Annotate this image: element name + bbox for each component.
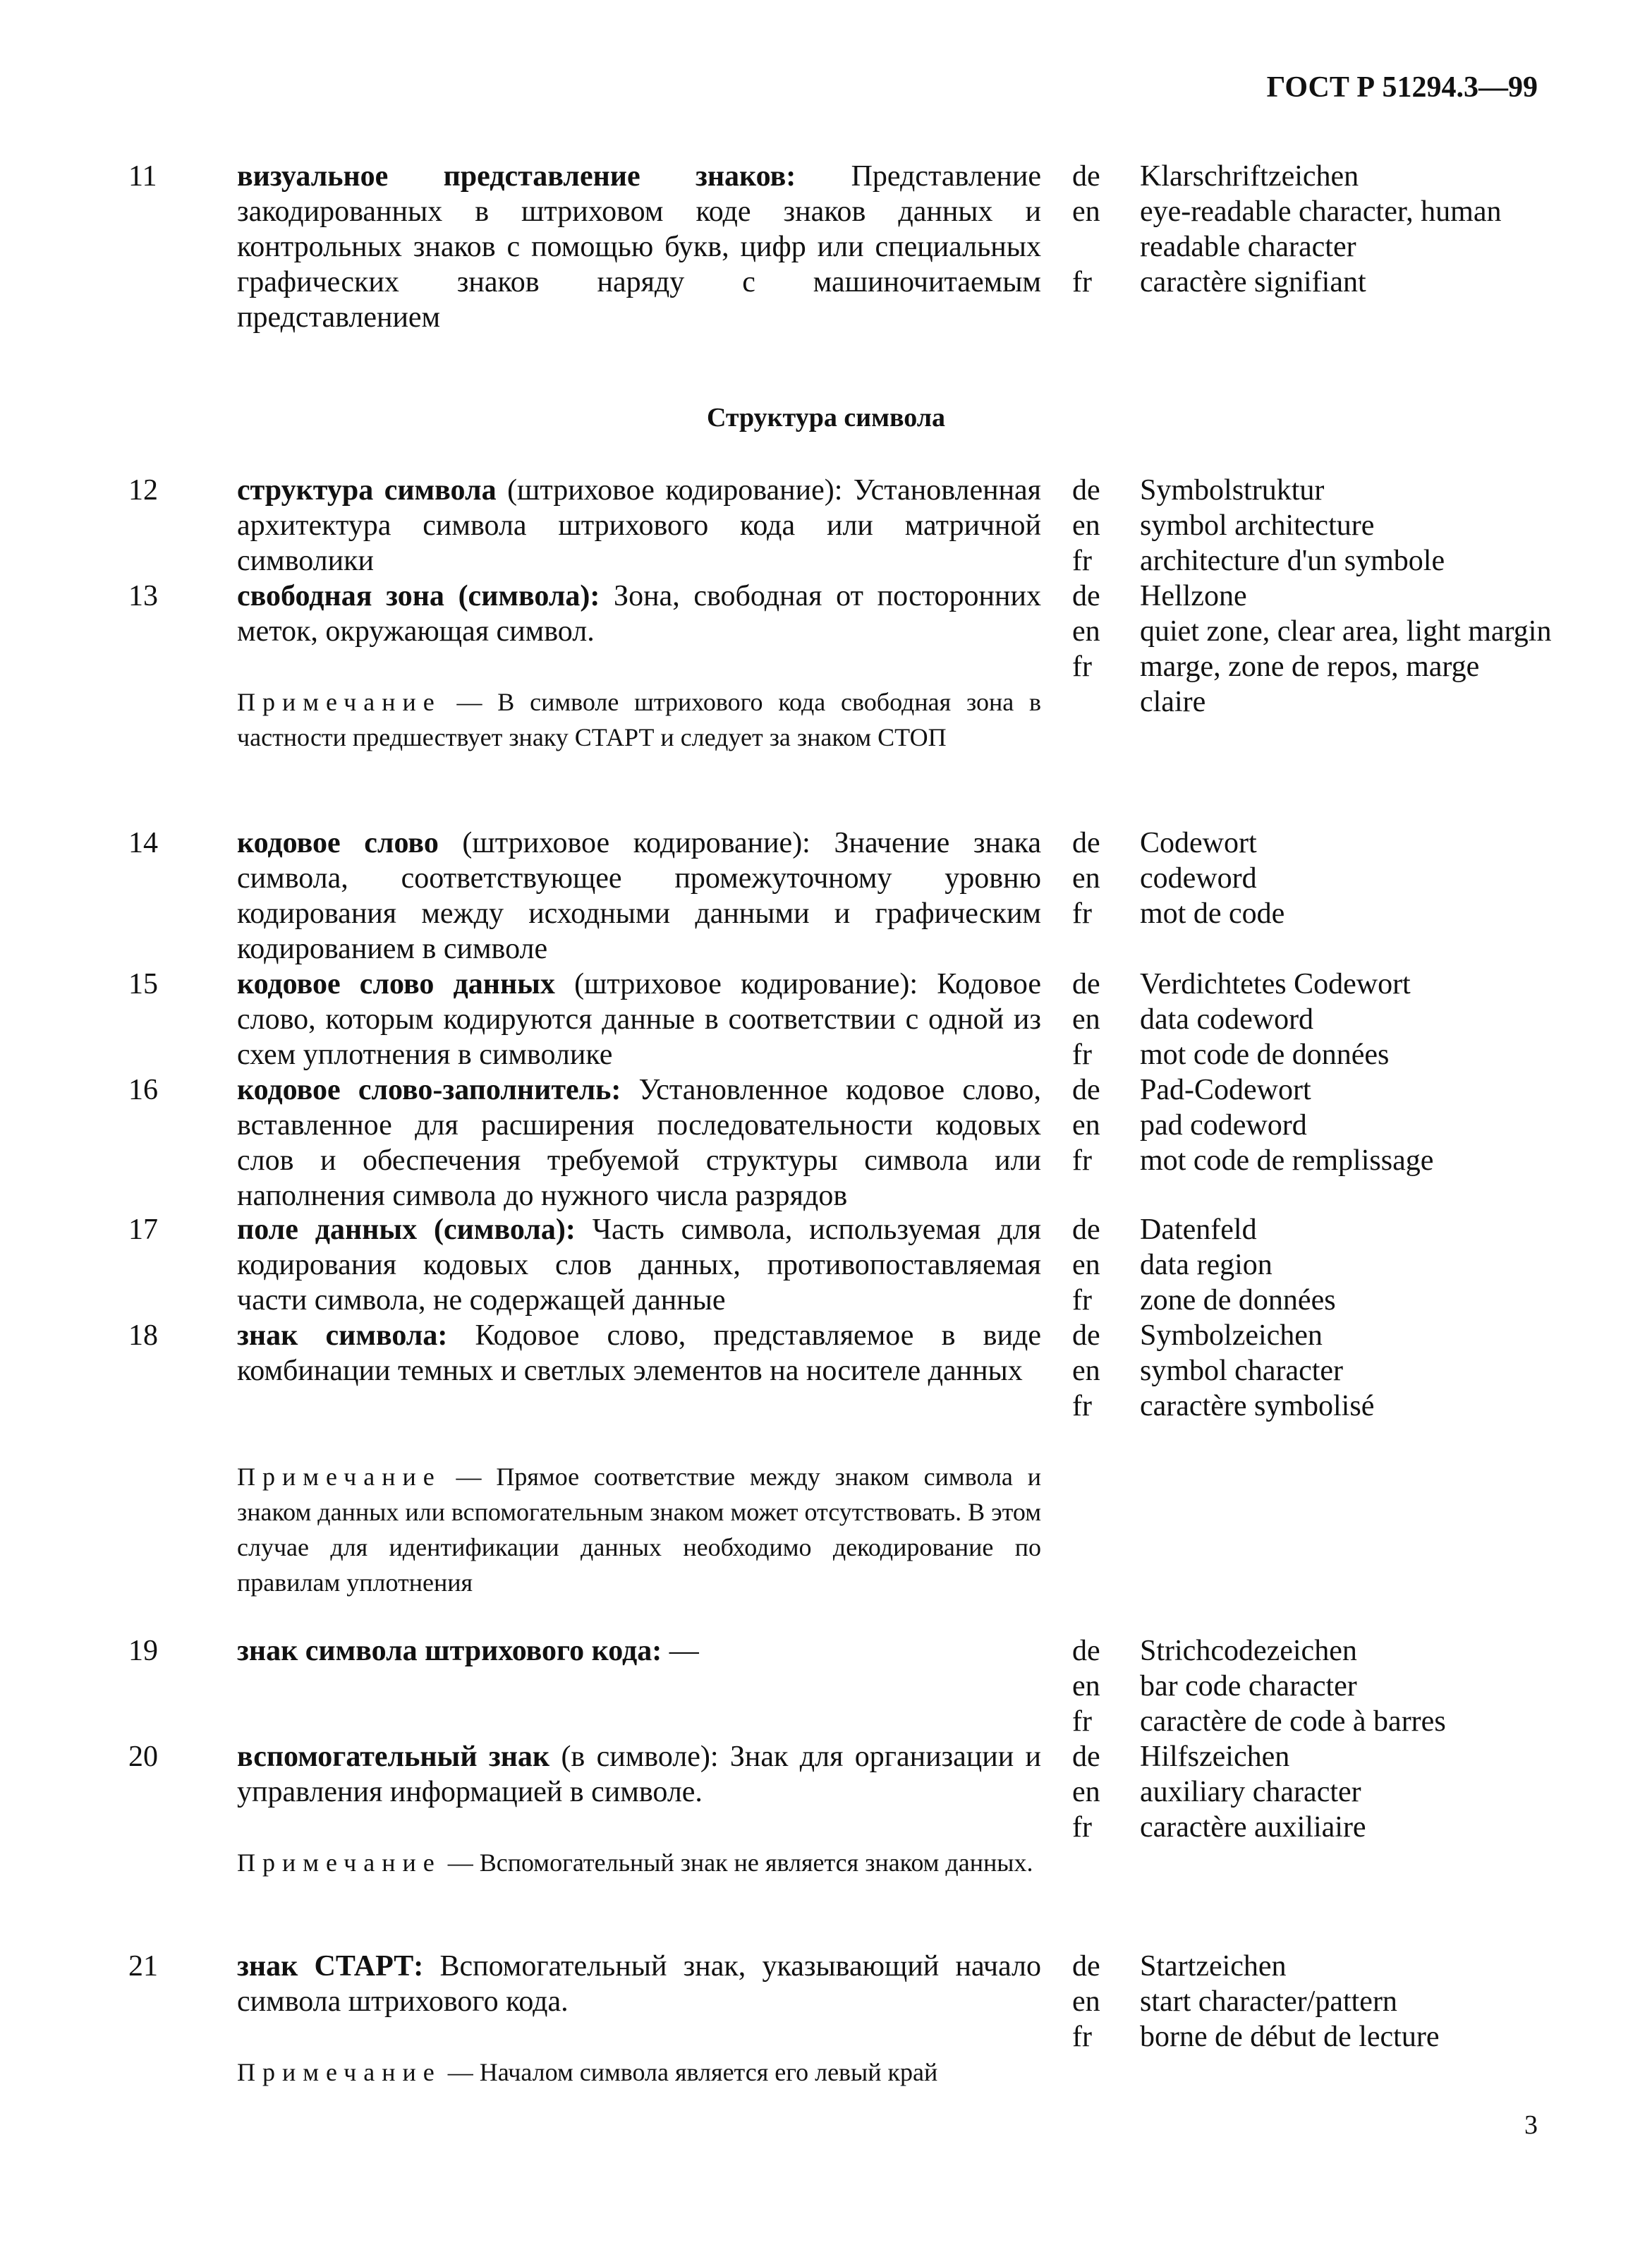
lang-term: Klarschriftzeichen: [1140, 160, 1359, 193]
lang-code: en: [1072, 1776, 1100, 1808]
entry-text: Часть символа, используемая для кодирования кодовых слов данных, противопоставляемая части символа, не содержащей данные: [237, 1214, 1041, 1317]
entry-term: свободная зона (символа):: [237, 580, 600, 612]
entry-definition: [237, 579, 1041, 649]
entry-note: [237, 2055, 1041, 2090]
page-number: 3: [1524, 2110, 1538, 2140]
lang-term: quiet zone, clear area, light margin: [1140, 615, 1552, 648]
lang-row-en: [1072, 614, 1552, 649]
entry-term: кодовое слово данных: [237, 968, 555, 1000]
lang-row-fr: [1072, 1704, 1552, 1739]
lang-code: en: [1072, 1003, 1100, 1036]
lang-row-en: [1072, 194, 1552, 265]
lang-term: Strichcodezeichen: [1140, 1635, 1357, 1667]
lang-code: de: [1072, 160, 1100, 193]
entry-definition: [237, 1318, 1041, 1388]
entry-translations: [1072, 1318, 1552, 1424]
lang-term: start character/pattern: [1140, 1985, 1397, 2018]
lang-code: en: [1072, 1249, 1100, 1281]
entry-text: —: [662, 1635, 699, 1667]
entry-note: [237, 1459, 1041, 1600]
lang-term: architecture d'un symbole: [1140, 545, 1445, 577]
entry-text: Кодовое слово, которым кодируются данные в соответствии с одной из схем уплотнения в символике: [237, 968, 1041, 1071]
lang-term: Symbolstruktur: [1140, 474, 1325, 507]
lang-code: en: [1072, 1985, 1100, 2018]
lang-code: fr: [1072, 897, 1092, 930]
lang-code: fr: [1072, 266, 1092, 298]
lang-row-en: [1072, 1353, 1552, 1388]
entry-definition: [237, 1633, 1041, 1669]
lang-row-de: [1072, 579, 1552, 614]
lang-term: eye-readable character, human readable character: [1140, 195, 1502, 263]
section-title: Структура символа: [706, 403, 946, 432]
lang-row-fr: [1072, 1283, 1552, 1318]
lang-code: fr: [1072, 2021, 1092, 2053]
lang-row-fr: [1072, 1388, 1552, 1424]
entry-term: визуальное представление знаков:: [237, 160, 796, 193]
entry-translations: [1072, 1072, 1552, 1178]
lang-code: fr: [1072, 650, 1092, 683]
lang-code: fr: [1072, 1284, 1092, 1317]
entry-term: знак СТАРТ:: [237, 1950, 424, 1983]
lang-row-de: [1072, 1212, 1552, 1247]
note-text: — Началом символа является его левый край: [441, 2058, 938, 2086]
lang-term: Pad-Codewort: [1140, 1074, 1311, 1106]
lang-row-fr: [1072, 1037, 1552, 1072]
entry-definition: [237, 1949, 1041, 2019]
entry-text: Установленное кодовое слово, вставленное для расширения последовательности кодовых слов и обеспечения требуемой структуры символа или наполнения символа до нужного числа разрядов: [237, 1074, 1041, 1212]
lang-term: Verdichtetes Codewort: [1140, 968, 1411, 1000]
lang-row-de: [1072, 1633, 1552, 1669]
lang-code: en: [1072, 615, 1100, 648]
lang-row-de: [1072, 1072, 1552, 1108]
entry-term: поле данных (символа):: [237, 1214, 576, 1246]
lang-row-en: [1072, 1669, 1552, 1704]
entry-translations: [1072, 1949, 1552, 2055]
lang-row-en: [1072, 861, 1552, 896]
lang-row-en: [1072, 1108, 1552, 1143]
entry-term: знак символа штрихового кода:: [237, 1635, 662, 1667]
entry-number: 20: [128, 1741, 158, 1773]
lang-term: borne de début de lecture: [1140, 2021, 1440, 2053]
entry-number: 21: [128, 1950, 158, 1983]
entry-term: кодовое слово-заполнитель:: [237, 1074, 621, 1106]
lang-row-de: [1072, 159, 1552, 194]
lang-code: de: [1072, 1074, 1100, 1106]
entry-definition: [237, 1072, 1041, 1214]
entry-definition: [237, 1212, 1041, 1318]
lang-code: en: [1072, 1670, 1100, 1702]
lang-term: mot code de remplissage: [1140, 1144, 1434, 1177]
entry-number: 16: [128, 1074, 158, 1106]
entry-qualifier: (в символе):: [549, 1741, 719, 1773]
lang-row-en: [1072, 508, 1552, 543]
lang-code: fr: [1072, 1390, 1092, 1422]
entry-number: 11: [128, 160, 157, 193]
lang-term: Datenfeld: [1140, 1214, 1257, 1246]
note-text: — В символе штрихового кода свободная зона в частности предшествует знаку СТАРТ и следует за знаком СТОП: [237, 688, 1041, 751]
lang-code: de: [1072, 1319, 1100, 1352]
note-label: Примечание: [237, 1463, 442, 1491]
lang-code: de: [1072, 1741, 1100, 1773]
entry-term: кодовое слово: [237, 827, 439, 859]
entry-number: 18: [128, 1319, 158, 1352]
lang-term: marge, zone de repos, marge claire: [1140, 650, 1480, 718]
entry-number: 19: [128, 1635, 158, 1667]
entry-definition: [237, 1739, 1041, 1810]
lang-code: fr: [1072, 1039, 1092, 1071]
lang-code: en: [1072, 1109, 1100, 1142]
lang-term: Hellzone: [1140, 580, 1247, 612]
lang-row-de: [1072, 473, 1552, 508]
lang-term: pad codeword: [1140, 1109, 1307, 1142]
entry-text: Кодовое слово, представляемое в виде комбинации темных и светлых элементов на носителе данных: [237, 1319, 1041, 1387]
lang-term: caractère auxiliaire: [1140, 1811, 1366, 1844]
lang-term: zone de données: [1140, 1284, 1336, 1317]
entry-qualifier: (штриховое кодирование):: [554, 968, 918, 1000]
lang-code: de: [1072, 1635, 1100, 1667]
lang-code: de: [1072, 474, 1100, 507]
entry-term: структура символа: [237, 474, 497, 507]
lang-term: bar code character: [1140, 1670, 1357, 1702]
entry-translations: [1072, 1212, 1552, 1318]
entry-text: Установленная архитектура символа штрихового кода или матричной символики: [237, 474, 1042, 577]
lang-term: codeword: [1140, 862, 1257, 895]
lang-term: Startzeichen: [1140, 1950, 1287, 1983]
lang-term: Symbolzeichen: [1140, 1319, 1323, 1352]
entry-translations: [1072, 579, 1552, 720]
entry-text: Представление закодированных в штриховом коде знаков данных и контрольных знаков с помощью букв, цифр или специальных графических знаков наряду с машиночитаемым представлением: [237, 160, 1041, 334]
entry-number: 13: [128, 580, 158, 612]
entry-term: знак символа:: [237, 1319, 448, 1352]
lang-row-de: [1072, 967, 1552, 1002]
entry-number: 15: [128, 968, 158, 1000]
entry-qualifier: (штриховое кодирование):: [438, 827, 810, 859]
lang-term: mot code de données: [1140, 1039, 1390, 1071]
entry-text: Знак для организации и управления информацией в символе.: [237, 1741, 1042, 1808]
lang-term: symbol character: [1140, 1355, 1344, 1387]
lang-row-de: [1072, 1318, 1552, 1353]
lang-term: caractère de code à barres: [1140, 1705, 1446, 1738]
entry-text: Значение знака символа, соответствующее промежуточному уровню кодирования между исходными данными и графическим кодированием в символе: [237, 827, 1041, 965]
lang-row-de: [1072, 1739, 1552, 1774]
lang-row-fr: [1072, 1143, 1552, 1178]
note-label: Примечание: [237, 2058, 442, 2086]
entry-translations: [1072, 473, 1552, 579]
entry-definition: [237, 825, 1041, 967]
entry-note: [237, 1845, 1041, 1880]
lang-row-de: [1072, 1949, 1552, 1984]
lang-row-fr: [1072, 265, 1552, 300]
note-text: — Прямое соответствие между знаком символа и знаком данных или вспомогательным знаком может отсутствовать. В этом случае для идентификации данных необходимо декодирование по правилам уплотнения: [237, 1463, 1041, 1597]
lang-row-en: [1072, 1247, 1552, 1283]
lang-code: en: [1072, 1355, 1100, 1387]
entry-note: [237, 684, 1041, 755]
lang-row-fr: [1072, 896, 1552, 931]
lang-code: de: [1072, 1950, 1100, 1983]
lang-term: symbol architecture: [1140, 509, 1375, 542]
standard-header: ГОСТ Р 51294.3—99: [1266, 71, 1538, 104]
entry-number: 17: [128, 1214, 158, 1246]
lang-code: de: [1072, 580, 1100, 612]
lang-code: en: [1072, 195, 1100, 228]
entry-number: 14: [128, 827, 158, 859]
entry-text: Вспомогательный знак, указывающий начало символа штрихового кода.: [237, 1950, 1042, 2018]
entry-qualifier: (штриховое кодирование):: [496, 474, 843, 507]
entry-translations: [1072, 1633, 1552, 1739]
entry-translations: [1072, 159, 1552, 300]
lang-term: data codeword: [1140, 1003, 1314, 1036]
entry-text: Зона, свободная от посторонних меток, окружающая символ.: [237, 580, 1041, 648]
lang-term: auxiliary character: [1140, 1776, 1361, 1808]
entry-term: вспомогательный знак: [237, 1741, 550, 1773]
lang-term: Codewort: [1140, 827, 1257, 859]
lang-code: de: [1072, 827, 1100, 859]
entry-translations: [1072, 825, 1552, 931]
lang-row-de: [1072, 825, 1552, 861]
lang-row-en: [1072, 1984, 1552, 2019]
note-label: Примечание: [237, 688, 442, 716]
note-label: Примечание: [237, 1848, 442, 1877]
lang-row-en: [1072, 1774, 1552, 1810]
entry-definition: [237, 967, 1041, 1072]
lang-code: de: [1072, 1214, 1100, 1246]
lang-code: en: [1072, 509, 1100, 542]
entry-definition: [237, 473, 1041, 579]
lang-term: caractère symbolisé: [1140, 1390, 1375, 1422]
lang-row-fr: [1072, 543, 1552, 579]
entry-definition: [237, 159, 1041, 335]
entry-translations: [1072, 967, 1552, 1072]
entry-number: 12: [128, 474, 158, 507]
entry-translations: [1072, 1739, 1552, 1845]
lang-term: caractère signifiant: [1140, 266, 1366, 298]
lang-term: data region: [1140, 1249, 1273, 1281]
note-text: — Вспомогательный знак не является знаком данных.: [441, 1848, 1033, 1877]
lang-term: Hilfszeichen: [1140, 1741, 1290, 1773]
lang-row-fr: [1072, 649, 1552, 720]
lang-code: fr: [1072, 1144, 1092, 1177]
lang-row-fr: [1072, 1810, 1552, 1845]
lang-term: mot de code: [1140, 897, 1285, 930]
lang-code: fr: [1072, 1811, 1092, 1844]
lang-code: fr: [1072, 1705, 1092, 1738]
lang-code: fr: [1072, 545, 1092, 577]
lang-row-en: [1072, 1002, 1552, 1037]
lang-row-fr: [1072, 2019, 1552, 2055]
lang-code: en: [1072, 862, 1100, 895]
lang-code: de: [1072, 968, 1100, 1000]
